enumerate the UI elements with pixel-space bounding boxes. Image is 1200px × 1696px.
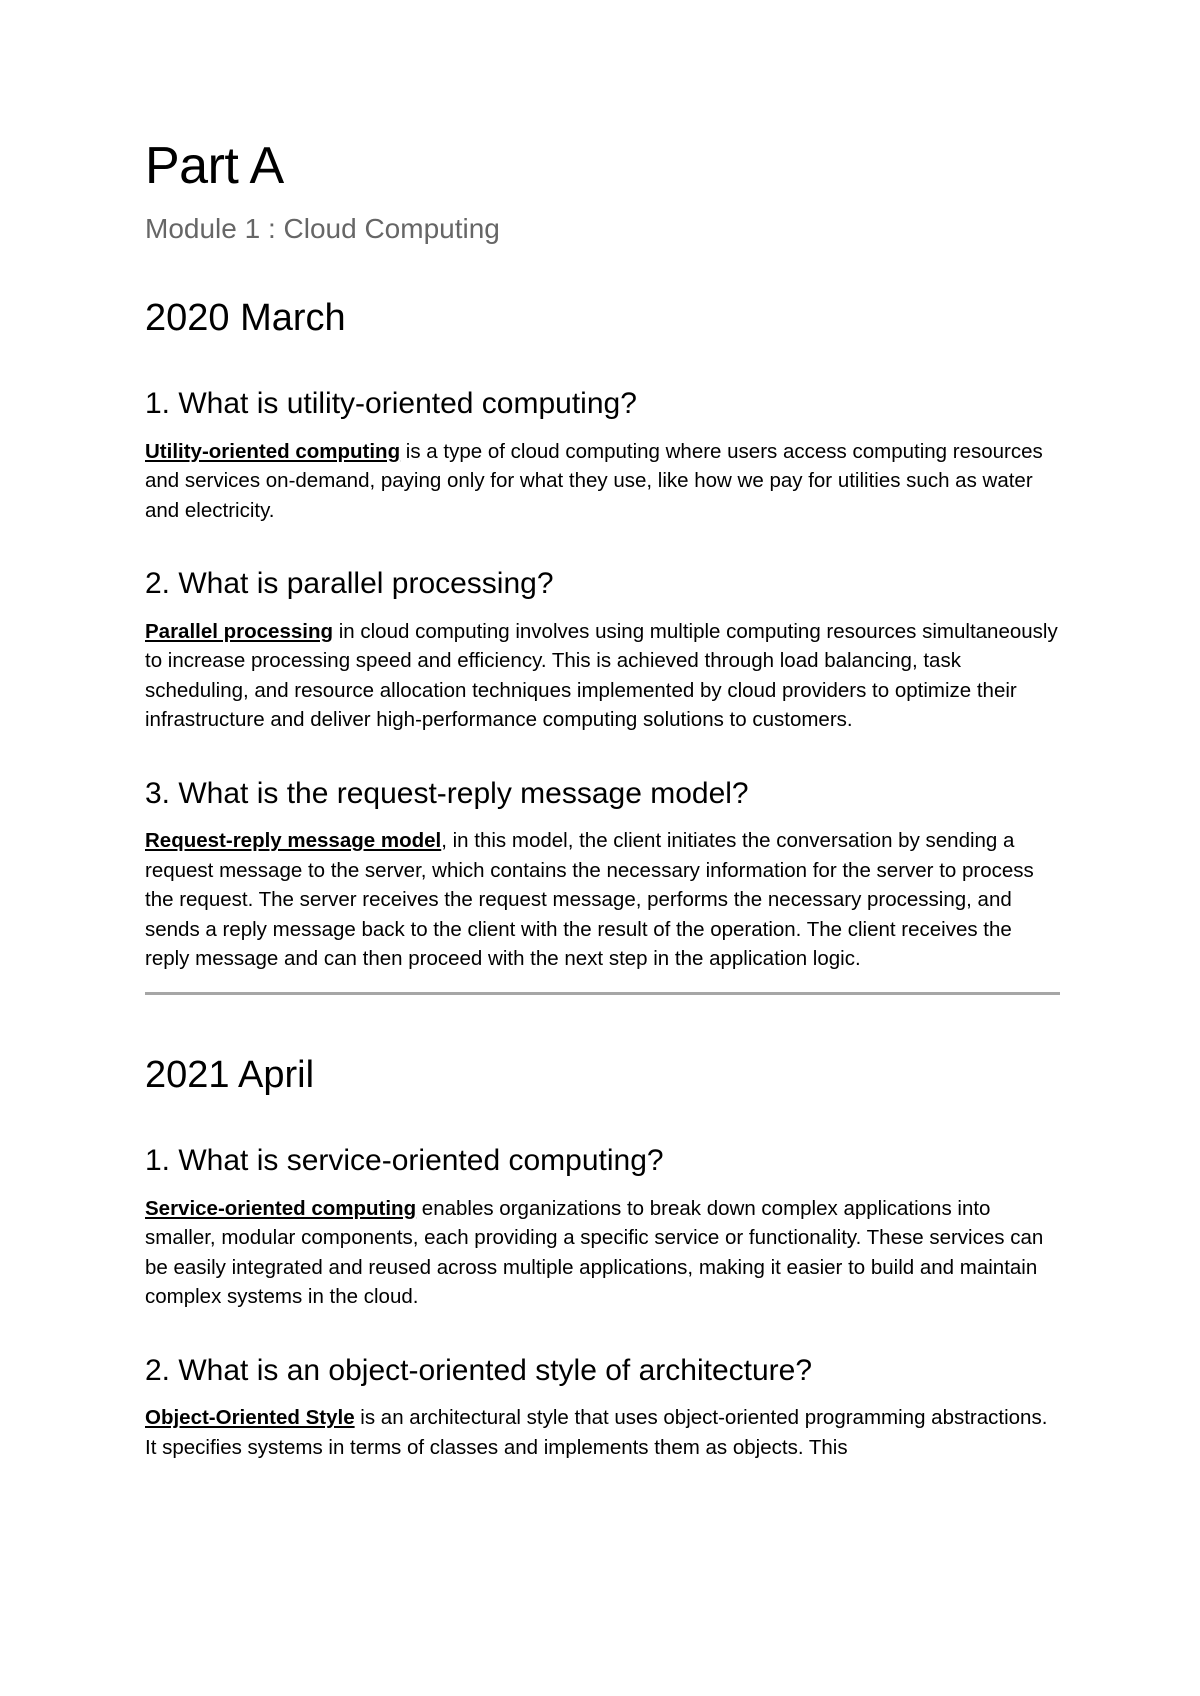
section-heading-2020-march: 2020 March: [145, 296, 346, 339]
answer-object-oriented-architecture: [145, 1403, 1060, 1462]
question-request-reply-model: 3. What is the request-reply message model?: [145, 776, 749, 810]
answer-text: in cloud computing involves using multiple computing resources simultaneously to increase processing speed and efficiency. This is achieved through load balancing, task scheduling, and resource allocation techniques implemented by cloud providers to optimize their infrastructure and deliver high-performance computing solutions to customers.: [145, 619, 1058, 732]
question-service-oriented-computing: 1. What is service-oriented computing?: [145, 1144, 664, 1178]
section-divider: [145, 992, 1060, 995]
answer-utility-oriented-computing: [145, 437, 1060, 526]
question-utility-oriented-computing: 1. What is utility-oriented computing?: [145, 387, 637, 421]
answer-term: Object-Oriented Style: [145, 1406, 355, 1430]
answer-term: Request-reply message model: [145, 829, 442, 853]
document-title: Part A: [145, 137, 284, 195]
answer-term: Service-oriented computing: [145, 1196, 417, 1220]
document-subtitle: Module 1 : Cloud Computing: [145, 213, 500, 244]
question-object-oriented-architecture: 2. What is an object-oriented style of architecture?: [145, 1353, 813, 1387]
answer-text: , in this model, the client initiates the conversation by sending a request message to the server, which contains the necessary information for the server to process the request. The server receives the request message, performs the necessary processing, and sends a reply message back to the client with the result of the operation. The client receives the reply message and can then proceed with the next step in the application logic.: [145, 829, 1034, 971]
answer-term: Utility-oriented computing: [145, 439, 401, 463]
answer-request-reply-model: [145, 826, 1060, 974]
answer-term: Parallel processing: [145, 619, 334, 643]
answer-text: is an architectural style that uses object-oriented programming abstractions. It specifies systems in terms of classes and implements them as objects. This: [145, 1406, 1048, 1459]
question-parallel-processing: 2. What is parallel processing?: [145, 567, 554, 601]
answer-parallel-processing: [145, 617, 1060, 735]
section-heading-2021-april: 2021 April: [145, 1053, 315, 1096]
answer-service-oriented-computing: [145, 1194, 1060, 1312]
answer-text: is a type of cloud computing where users access computing resources and services on-demand, paying only for what they use, like how we pay for utilities such as water and electricity.: [145, 439, 1043, 522]
answer-text: enables organizations to break down complex applications into smaller, modular components, each providing a specific service or functionality. These services can be easily integrated and reused across multiple applications, making it easier to build and maintain complex systems in the cloud.: [145, 1196, 1044, 1309]
